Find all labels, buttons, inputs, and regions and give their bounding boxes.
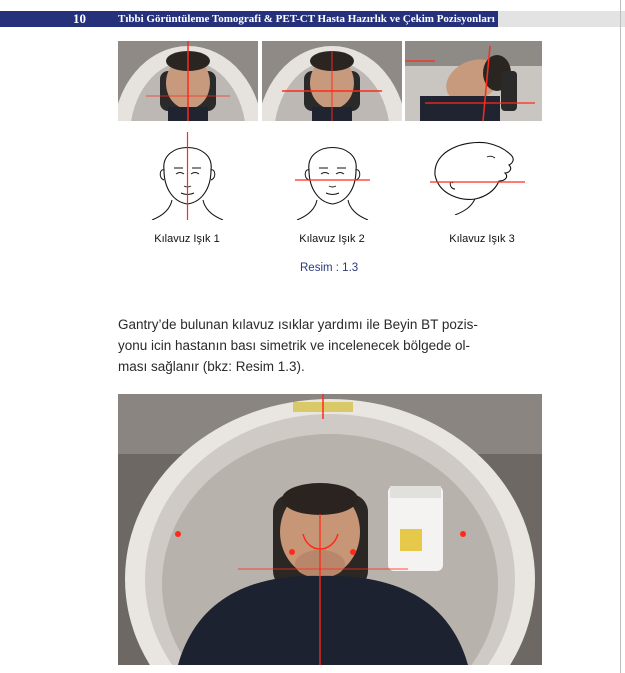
book-title: Tıbbi Görüntüleme Tomografi & PET-CT Hasta Hazırlık ve Çekim Pozisyonları xyxy=(118,13,495,25)
caption-guide-light-1: Kılavuz Işık 1 xyxy=(154,233,220,245)
page-border xyxy=(620,0,621,673)
photo-guide-light-3 xyxy=(405,41,542,121)
body-line: Gantry’de bulunan kılavuz ısıklar yardımı ile Beyin BT pozis- xyxy=(118,317,478,332)
caption-guide-light-3: Kılavuz Işık 3 xyxy=(449,233,515,245)
drawing-head-front-vertical xyxy=(150,130,225,220)
drawing-head-side-horizontal xyxy=(425,135,525,215)
photo-patient-in-gantry xyxy=(118,394,542,665)
photo-guide-light-1 xyxy=(118,41,258,121)
page-number: 10 xyxy=(73,11,86,26)
photo-guide-light-2 xyxy=(262,41,402,121)
body-paragraph xyxy=(118,314,543,377)
caption-guide-light-2: Kılavuz Işık 2 xyxy=(299,233,365,245)
body-line: ması sağlanır (bkz: Resim 1.3). xyxy=(118,359,305,374)
drawing-head-front-horizontal xyxy=(295,130,370,220)
body-line: yonu icin hastanın bası simetrik ve incelenecek bölgede ol- xyxy=(118,338,470,353)
figure-label: Resim : 1.3 xyxy=(300,262,359,274)
